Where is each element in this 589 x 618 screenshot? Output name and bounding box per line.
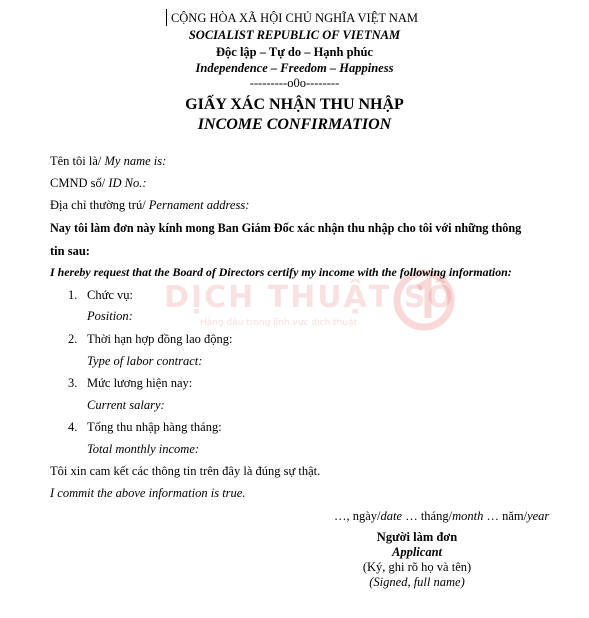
signature-note-en: (Signed, full name) [369, 575, 465, 589]
id-label-vi: CMND số/ [50, 176, 109, 190]
list-item-monthly-income [68, 419, 222, 435]
list-item-salary [68, 375, 193, 391]
signature-note-vi: (Ký, ghi rõ họ và tên) [362, 560, 472, 574]
list-item-label-vi: Chức vụ: [87, 288, 134, 302]
list-item-label-en: Total monthly income: [87, 442, 200, 456]
country-name-vi: CỘNG HÒA XÃ HỘI CHỦ NGHĨA VIỆT NAM [170, 11, 419, 25]
date-word: date [380, 509, 403, 523]
watermark-text: DỊCH THUẬT SỐ [164, 280, 455, 315]
date-prefix: …, ngày/ [334, 509, 381, 523]
list-item-label-vi: Tổng thu nhập hàng tháng: [87, 420, 222, 434]
header-separator: ---------o0o-------- [249, 76, 340, 90]
commitment-vi: Tôi xin cam kết các thông tin trên đây là đúng sự thật. [50, 464, 321, 478]
name-field [50, 153, 166, 169]
list-item-label-en: Current salary: [87, 398, 165, 412]
list-item-label-en: Position: [87, 309, 133, 323]
list-item-number: 4. [68, 420, 78, 434]
address-label-en: Pernament address: [148, 198, 250, 212]
year-prefix: … năm/ [483, 509, 528, 523]
request-en: I hereby request that the Board of Directors certify my income with the following information: [50, 265, 512, 279]
country-name-en: SOCIALIST REPUBLIC OF VIETNAM [188, 28, 401, 42]
document-title-en: INCOME CONFIRMATION [197, 116, 392, 133]
commitment-en: I commit the above information is true. [50, 486, 246, 500]
list-item-number: 1. [68, 288, 78, 302]
name-label-vi: Tên tôi là/ [50, 154, 105, 168]
month-prefix: … tháng/ [402, 509, 453, 523]
month-word: month [452, 509, 484, 523]
date-line [334, 508, 549, 524]
list-item-label-en: Type of labor contract: [87, 354, 203, 368]
list-item-label-vi: Thời hạn hợp đồng lao động: [87, 332, 233, 346]
address-field [50, 197, 249, 213]
name-label-en: My name is: [104, 154, 167, 168]
watermark-subtext: Hàng đầu trong lĩnh vực dịch thuật [200, 318, 357, 328]
motto-vi: Độc lập – Tự do – Hạnh phúc [216, 45, 373, 59]
year-word: year [527, 509, 550, 523]
request-vi-line1: Nay tôi làm đơn này kính mong Ban Giám Đốc xác nhận thu nhập cho tôi với những thông [50, 221, 522, 235]
applicant-label-en: Applicant [391, 545, 442, 559]
id-label-en: ID No.: [108, 176, 147, 190]
id-field [50, 175, 147, 191]
list-item-number: 3. [68, 376, 78, 390]
list-item-contract [68, 331, 233, 347]
motto-en: Independence – Freedom – Happiness [195, 61, 394, 75]
address-label-vi: Địa chỉ thường trú/ [50, 198, 149, 212]
document-title-vi: GIẤY XÁC NHẬN THU NHẬP [185, 96, 404, 113]
list-item-label-vi: Mức lương hiện nay: [87, 376, 193, 390]
list-item-number: 2. [68, 332, 78, 346]
applicant-label-vi: Người làm đơn [376, 530, 458, 544]
request-vi-line2: tin sau: [50, 244, 90, 258]
list-item-position [68, 287, 134, 303]
